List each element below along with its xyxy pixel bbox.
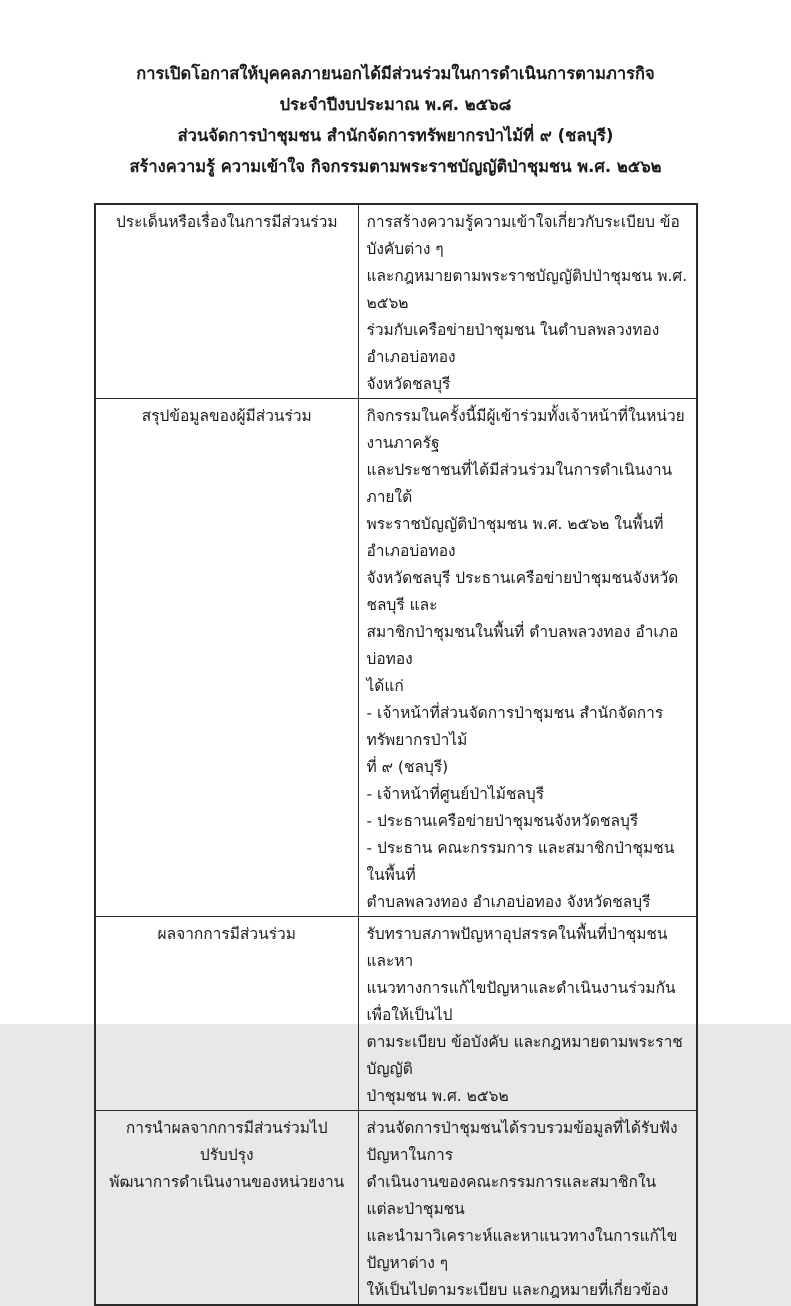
text-line: กิจกรรมในครั้งนี้มีผู้เข้าร่วมทั้งเจ้าหน้าที่ในหน่วยงานภาครัฐ — [366, 407, 685, 452]
text-line: พัฒนาการดำเนินงานของหน่วยงาน — [109, 1173, 345, 1191]
text-line: ส่วนจัดการป่าชุมชนได้รวบรวมข้อมูลที่ได้รับฟังปัญหาในการ — [366, 1119, 678, 1164]
text-line: ส่วนจัดการป่าชุมชน สำนักจัดการทรัพยากรป่าไม้ที่ ๙ (ชลบุรี) — [177, 126, 614, 145]
text-line: สร้างความรู้ ความเข้าใจ กิจกรรมตามพระราชบัญญัติป่าชุมชน พ.ศ. ๒๕๖๒ — [129, 157, 662, 176]
text-line: - ประธาน คณะกรรมการ และสมาชิกป่าชุมชน ในพื้นที่ — [366, 839, 675, 884]
text-line: จังหวัดชลบุรี ประธานเครือข่ายป่าชุมชนจังหวัดชลบุรี และ — [366, 569, 679, 614]
text-line: ผลจากการมีส่วนร่วม — [157, 925, 296, 943]
text-line: และนำมาวิเคราะห์และหาแนวทางในการแก้ไขปัญหาต่าง ๆ — [366, 1227, 678, 1272]
text-line: แนวทางการแก้ไขปัญหาและดำเนินงานร่วมกัน เพื่อให้เป็นไป — [366, 979, 676, 1024]
text-line: จังหวัดชลบุรี — [366, 375, 451, 393]
document-title — [0, 0, 791, 182]
text-line: ดำเนินงานของคณะกรรมการและสมาชิกในแต่ละป่าชุมชน — [366, 1173, 657, 1218]
text-line: และกฎหมายตามพระราชบัญญัติปป่าชุมชน พ.ศ. ๒๕๖๒ — [366, 267, 688, 312]
text-line: ประเด็นหรือเรื่องในการมีส่วนร่วม — [115, 213, 338, 231]
text-line: การเปิดโอกาสให้บุคคลภายนอกได้มีส่วนร่วมในการดำเนินการตามภารกิจ — [136, 64, 655, 83]
text-line: - เจ้าหน้าที่ศูนย์ป่าไม้ชลบุรี — [366, 785, 545, 803]
text-line: - เจ้าหน้าที่ส่วนจัดการป่าชุมชน สำนักจัดการทรัพยากรป่าไม้ — [366, 704, 664, 749]
text-line: ร่วมกับเครือข่ายป่าชุมชน ในตำบลพลวงทอง อำเภอบ่อทอง — [366, 321, 660, 366]
text-line: - ประธานเครือข่ายป่าชุมชนจังหวัดชลบุรี — [366, 812, 639, 830]
row-content-improvement — [358, 1111, 697, 1306]
text-line: ประจำปีงบประมาณ พ.ศ. ๒๕๖๘ — [279, 95, 512, 114]
row-content-topic — [358, 204, 697, 399]
text-line: การสร้างความรู้ความเข้าใจเกี่ยวกับระเบียบ ข้อบังคับต่าง ๆ — [366, 213, 680, 258]
participation-table — [94, 203, 698, 1306]
row-label-participants-summary — [95, 399, 358, 917]
text-line: การนำผลจากการมีส่วนร่วมไปปรับปรุง — [125, 1119, 328, 1164]
text-line: ที่ ๙ (ชลบุรี) — [366, 758, 449, 776]
table-row-improvement — [95, 1111, 697, 1306]
table-row-participants-summary — [95, 399, 697, 917]
table-row-topic — [95, 204, 697, 399]
row-content-participation-results — [358, 917, 697, 1111]
text-line: รับทราบสภาพปัญหาอุปสรรคในพื้นที่ป่าชุมชน และหา — [366, 925, 668, 970]
row-label-improvement — [95, 1111, 358, 1306]
text-line: ป่าชุมชน พ.ศ. ๒๕๖๒ — [366, 1087, 509, 1105]
text-line: และประชาชนที่ได้มีส่วนร่วมในการดำเนินงานภายใต้ — [366, 461, 673, 506]
text-line: ตำบลพลวงทอง อำเภอบ่อทอง จังหวัดชลบุรี — [366, 893, 651, 911]
text-line: ให้เป็นไปตามระเบียบ และกฎหมายที่เกี่ยวข้อง — [366, 1281, 669, 1299]
text-line: สมาชิกป่าชุมชนในพื้นที่ ตำบลพลวงทอง อำเภอบ่อทอง — [366, 623, 679, 668]
text-line: ตามระเบียบ ข้อบังคับ และกฎหมายตามพระราชบัญญัติ — [366, 1033, 683, 1078]
table-row-participation-results — [95, 917, 697, 1111]
row-content-participants-summary — [358, 399, 697, 917]
row-label-topic — [95, 204, 358, 399]
text-line: พระราชบัญญัติป่าชุมชน พ.ศ. ๒๕๖๒ ในพื้นที่ อำเภอบ่อทอง — [366, 515, 664, 560]
text-line: สรุปข้อมูลของผู้มีส่วนร่วม — [141, 407, 312, 425]
text-line: ได้แก่ — [366, 677, 404, 695]
row-label-participation-results — [95, 917, 358, 1111]
